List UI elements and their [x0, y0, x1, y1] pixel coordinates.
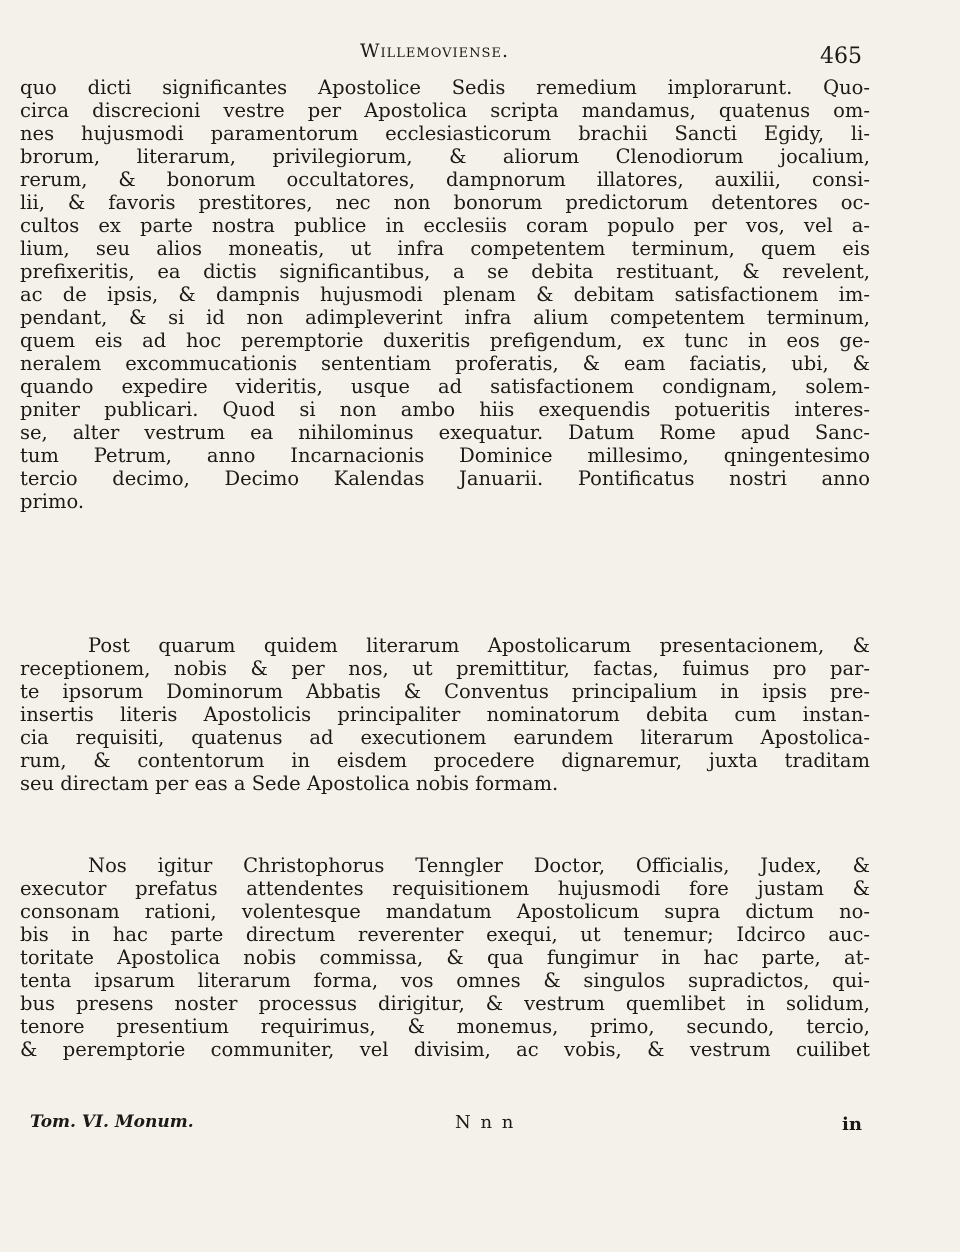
text-line: prefixeritis, ea dictis significantibus, a se debita restituant, & revelent,	[20, 260, 870, 283]
text-line: lii, & favoris prestitores, nec non bonorum predictorum detentores oc-	[20, 191, 870, 214]
text-line: bis in hac parte directum reverenter exequi, ut tenemur; Idcirco auc-	[20, 923, 870, 946]
text-line: pendant, & si id non adimpleverint infra alium competentem terminum,	[20, 306, 870, 329]
text-line: brorum, literarum, privilegiorum, & aliorum Clenodiorum jocalium,	[20, 145, 870, 168]
text-line: receptionem, nobis & per nos, ut premittitur, factas, fuimus pro par-	[20, 657, 870, 680]
text-line: seu directam per eas a Sede Apostolica nobis formam.	[20, 772, 559, 795]
gathering-signature-mark: N n n	[455, 1112, 516, 1133]
running-head: Willemoviense.	[360, 40, 509, 62]
text-line: toritate Apostolica nobis commissa, & qua fungimur in hac parte, at-	[20, 946, 870, 969]
text-line: quo dicti significantes Apostolice Sedis remedium implorarunt. Quo-	[20, 76, 870, 99]
text-line: se, alter vestrum ea nihilominus exequatur. Datum Rome apud Sanc-	[20, 421, 870, 444]
text-line: insertis literis Apostolicis principaliter nominatorum debita cum instan-	[20, 703, 870, 726]
paragraph-2	[20, 634, 870, 795]
text-line: nes hujusmodi paramentorum ecclesiasticorum brachii Sancti Egidy, li-	[20, 122, 870, 145]
text-line: primo.	[20, 490, 85, 513]
text-line: Post quarum quidem literarum Apostolicarum presentacionem, &	[88, 634, 870, 657]
text-line: lium, seu alios moneatis, ut infra competentem terminum, quem eis	[20, 237, 870, 260]
text-line: te ipsorum Dominorum Abbatis & Conventus principalium in ipsis pre-	[20, 680, 870, 703]
volume-signature: Tom. VI. Monum.	[30, 1112, 194, 1132]
text-line: circa discrecioni vestre per Apostolica scripta mandamus, quatenus om-	[20, 99, 870, 122]
text-line: neralem excommucationis sententiam proferatis, & eam faciatis, ubi, &	[20, 352, 870, 375]
text-line: tercio decimo, Decimo Kalendas Januarii. Pontificatus nostri anno	[20, 467, 870, 490]
text-line: cultos ex parte nostra publice in ecclesiis coram populo per vos, vel a-	[20, 214, 870, 237]
text-line: quando expedire videritis, usque ad satisfactionem condignam, solem-	[20, 375, 870, 398]
paragraph-1	[20, 76, 870, 513]
text-line: consonam rationi, volentesque mandatum Apostolicum supra dictum no-	[20, 900, 870, 923]
text-line: tum Petrum, anno Incarnacionis Dominice millesimo, qningentesimo	[20, 444, 870, 467]
text-line: bus presens noster processus dirigitur, & vestrum quemlibet in solidum,	[20, 992, 870, 1015]
text-line: cia requisiti, quatenus ad executionem earundem literarum Apostolica-	[20, 726, 870, 749]
text-line: pniter publicari. Quod si non ambo hiis exequendis potueritis interes-	[20, 398, 870, 421]
text-line: tenore presentium requirimus, & monemus, primo, secundo, tercio,	[20, 1015, 870, 1038]
text-line: quem eis ad hoc peremptorie duxeritis prefigendum, ex tunc in eos ge-	[20, 329, 870, 352]
text-line: rum, & contentorum in eisdem procedere dignaremur, juxta traditam	[20, 749, 870, 772]
text-line: Nos igitur Christophorus Tenngler Doctor, Officialis, Judex, &	[88, 854, 870, 877]
catchword: in	[842, 1114, 862, 1135]
text-line: executor prefatus attendentes requisitionem hujusmodi fore justam &	[20, 877, 870, 900]
text-line: & peremptorie communiter, vel divisim, ac vobis, & vestrum cuilibet	[20, 1038, 870, 1061]
text-line: tenta ipsarum literarum forma, vos omnes & singulos supradictos, qui-	[20, 969, 870, 992]
page-number: 465	[820, 44, 862, 69]
text-line: rerum, & bonorum occultatores, dampnorum illatores, auxilii, consi-	[20, 168, 870, 191]
text-line: ac de ipsis, & dampnis hujusmodi plenam & debitam satisfactionem im-	[20, 283, 870, 306]
paragraph-3	[20, 854, 870, 1061]
